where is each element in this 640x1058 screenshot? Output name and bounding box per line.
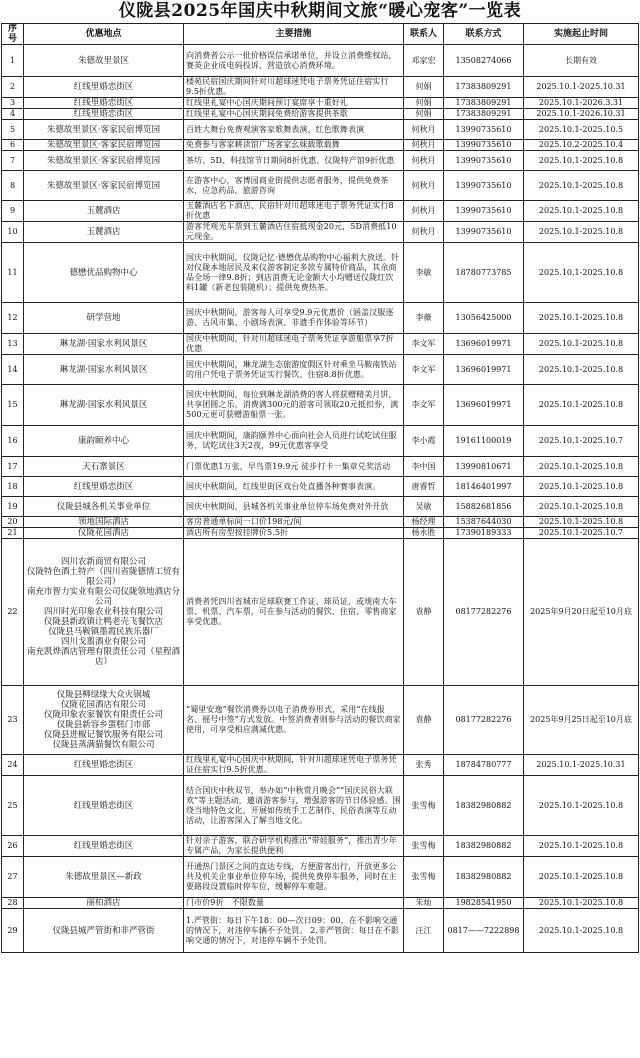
place-line: 南充凯烨酒店管理有限责任公司（星程酒店）: [26, 647, 180, 667]
place-line: 红线里婚恋街区: [73, 481, 134, 492]
table-row: [2, 243, 639, 303]
row-phone: 13056425000: [444, 303, 524, 334]
table-row: [2, 776, 639, 836]
row-phone: 13990735610: [444, 201, 524, 222]
row-contact: 李薇: [404, 303, 444, 334]
row-measure: 茶坊、5D、科技馆节日期间8折优惠、仪陇特产馆9折优惠: [184, 151, 404, 171]
row-contact: 唐睿哲: [404, 477, 444, 497]
row-measure: 红线里礼宴中心国庆中秋期间，针对川超球迷凭电子票务凭证住宿实行9.5折优惠。: [184, 755, 404, 776]
row-contact: 何娟: [404, 109, 444, 120]
row-contact: 何秋月: [404, 120, 444, 140]
place-line: 仪陇花园酒店有限公司: [60, 700, 146, 710]
table-row: [2, 385, 639, 426]
row-contact: 张雪梅: [404, 857, 444, 898]
table-row: [2, 98, 639, 109]
row-place: [24, 355, 184, 385]
row-number: 22: [2, 539, 24, 686]
row-number: 25: [2, 776, 24, 836]
place-line: 朱德故里景区: [77, 55, 129, 66]
row-phone: 0817——7222898: [444, 909, 524, 953]
row-number: 9: [2, 201, 24, 222]
row-phone: 17383809291: [444, 109, 524, 120]
place-line: 仪陇县新政镇让鸭老壳飞餐饮店: [43, 617, 163, 627]
row-place: [24, 686, 184, 755]
row-phone: 13990735610: [444, 222, 524, 243]
discount-table: [1, 23, 639, 953]
row-contact: 何秋月: [404, 201, 444, 222]
row-time: 2025.10.1-2025.10.8: [524, 151, 639, 171]
row-contact: 李小霞: [404, 426, 444, 457]
place-line: 红线里婚恋街区: [73, 109, 134, 119]
row-place: [24, 385, 184, 426]
row-time: 2025.10.1-2025.10.8: [524, 303, 639, 334]
row-place: [24, 334, 184, 355]
row-contact: 何秋月: [404, 140, 444, 151]
place-line: 朱德故里景区·客家民宿博览园: [46, 140, 161, 150]
row-time: 2025.10.1-2025.10.8: [524, 243, 639, 303]
table-row: [2, 140, 639, 151]
row-time: 2025.10.1-2025.10.31: [524, 755, 639, 776]
place-line: 仪陇县柳绿缘大众火锅城: [56, 690, 151, 700]
row-measure: 结合国庆中秋双节，举办如“中秋赏月晚会”“国庆民俗大联欢”等主题活动，邀请游客参与，增强游客的节日体验感。围绕当地特色文化，开展如传统手工艺制作、民俗表演等互动活动，让游客深入了解当地文化。: [184, 776, 404, 836]
row-contact: 杨经理: [404, 517, 444, 528]
table-row: [2, 857, 639, 898]
row-phone: 08177282276: [444, 686, 524, 755]
row-place: [24, 477, 184, 497]
row-place: [24, 898, 184, 909]
place-line: 玉麓酒店: [86, 206, 121, 216]
row-contact: 李中国: [404, 457, 444, 477]
place-line: 仪陇县城严管街和非严管街: [52, 925, 155, 936]
row-measure: 红线里礼宴中心国庆期间预订宴席享十重好礼: [184, 98, 404, 109]
row-time: 2025.10.1-2025.10.8: [524, 355, 639, 385]
row-measure: 门市价9折 不限数量: [184, 898, 404, 909]
row-number: 28: [2, 898, 24, 909]
row-place: [24, 222, 184, 243]
row-measure: 国庆中秋期间，针对川超球迷电子票务凭证享游船票享7折优惠: [184, 334, 404, 355]
place-line: 朱德故里景区·客家民宿博览园: [46, 155, 161, 166]
place-line: 红线里婚恋街区: [73, 98, 134, 108]
row-phone: 15882681856: [444, 497, 524, 517]
row-number: 4: [2, 109, 24, 120]
place-line: 德懋优品购物中心: [69, 267, 138, 278]
place-line: 红线里婚恋街区: [73, 841, 134, 851]
table-row: [2, 171, 639, 201]
table-row: [2, 77, 639, 98]
row-number: 29: [2, 909, 24, 953]
row-place: [24, 151, 184, 171]
place-line: 红线里婚恋街区: [73, 760, 134, 770]
table-body: [2, 45, 639, 953]
row-number: 1: [2, 45, 24, 77]
header-no: 序号: [2, 24, 24, 45]
place-line: 琳龙湖·国家水利风景区: [59, 339, 148, 349]
table-row: [2, 303, 639, 334]
row-phone: 18146401997: [444, 477, 524, 497]
table-row: [2, 120, 639, 140]
table-row: [2, 686, 639, 755]
place-line: 红线里婚恋街区: [73, 800, 134, 811]
table-row: [2, 457, 639, 477]
row-phone: 17383809291: [444, 98, 524, 109]
place-line: 四川农新商贸有限公司: [60, 557, 146, 567]
row-measure: “蜀里安逸”餐饮消费券以电子消费券形式，采用“在线报名、摇号中签”方式发放。中签消费者则参与活动的餐饮商家使用，可享受相应满减优惠。: [184, 686, 404, 755]
place-line: 琳龙湖·国家水利风景区: [59, 364, 148, 375]
row-measure: 消费者凭四川省城市足球联赛工作证、球员证，或规南大车票、机票、汽车票，可在参与活动的餐饮、住宿、零售商家享受优惠。: [184, 539, 404, 686]
row-place: [24, 836, 184, 857]
row-place: [24, 120, 184, 140]
row-number: 13: [2, 334, 24, 355]
row-phone: 13990810671: [444, 457, 524, 477]
row-measure: 针对亲子游客，联合研学机构推出“带娃服务”，推出青少年专属产品，为家长提供便利: [184, 836, 404, 857]
row-number: 6: [2, 140, 24, 151]
place-line: 四川戈翦酒业有限公司: [60, 637, 146, 647]
row-contact: 何秋月: [404, 151, 444, 171]
table-row: [2, 528, 639, 539]
row-phone: 13508274066: [444, 45, 524, 77]
place-line: 仪陇印象农家餐饮有限责任公司: [43, 710, 163, 720]
row-measure: 国庆中秋期间，红线里街区戏台处直播各种赛事表演。: [184, 477, 404, 497]
row-place: [24, 303, 184, 334]
row-measure: 百姓大舞台免费观演客家歌舞表演、红色歌舞表演: [184, 120, 404, 140]
row-contact: 邓家宏: [404, 45, 444, 77]
table-row: [2, 909, 639, 953]
place-line: 仪陇县马鞍镇墨霞民族乐器厂: [48, 627, 159, 637]
row-measure: 酒店所有房型按挂牌价5.5折: [184, 528, 404, 539]
row-measure: 客房普通单标间一口价198元/间: [184, 517, 404, 528]
row-time: 2025.10.1-2025.10.5: [524, 120, 639, 140]
header-measure: 主要措施: [184, 24, 404, 45]
row-number: 23: [2, 686, 24, 755]
row-number: 19: [2, 497, 24, 517]
header-place: 优惠地点: [24, 24, 184, 45]
row-time: 2025年9月25日起至10月底: [524, 686, 639, 755]
row-contact: 吴敏: [404, 497, 444, 517]
row-phone: 13990735610: [444, 171, 524, 201]
place-line: 红线里婚恋街区: [73, 82, 134, 92]
row-number: 14: [2, 355, 24, 385]
row-measure: 游客凭观光车票到玉麓酒店住宿抵现金20元，5D消费抵10元现金。: [184, 222, 404, 243]
row-time: 2025.10.1-2025.10.8: [524, 517, 639, 528]
row-measure: 国庆中秋期间，县城各机关事业单位停车场免费对外开放: [184, 497, 404, 517]
row-phone: 19828541950: [444, 898, 524, 909]
row-measure: 免费参与客家耕读馆广场客家幺妹载歌载舞: [184, 140, 404, 151]
row-phone: 17390189333: [444, 528, 524, 539]
row-place: [24, 528, 184, 539]
row-measure: 楼苑民宿国庆期间针对川超球迷凭电子票务凭证住宿实行9.5折优惠。: [184, 77, 404, 98]
row-contact: 朱灿: [404, 898, 444, 909]
row-time: 2025.10.1-2025.10.7: [524, 426, 639, 457]
row-time: 2025.10.1-2025.10.8: [524, 497, 639, 517]
row-contact: 李敏: [404, 243, 444, 303]
row-phone: 13990735610: [444, 120, 524, 140]
row-phone: 17383809291: [444, 77, 524, 98]
row-place: [24, 77, 184, 98]
row-number: 20: [2, 517, 24, 528]
row-number: 24: [2, 755, 24, 776]
place-line: 研学营地: [86, 313, 121, 323]
row-phone: 18382980882: [444, 857, 524, 898]
row-number: 3: [2, 98, 24, 109]
row-phone: 18780773785: [444, 243, 524, 303]
row-phone: 13696019971: [444, 385, 524, 426]
table-row: [2, 497, 639, 517]
row-contact: 袁静: [404, 686, 444, 755]
row-time: 2025.10.1-2026.3.31: [524, 98, 639, 109]
row-number: 15: [2, 385, 24, 426]
row-phone: 18382980882: [444, 836, 524, 857]
row-place: [24, 98, 184, 109]
row-contact: 李文军: [404, 334, 444, 355]
row-time: 2025.10.1-2025.10.8: [524, 222, 639, 243]
row-contact: 杨永胜: [404, 528, 444, 539]
row-number: 16: [2, 426, 24, 457]
row-number: 5: [2, 120, 24, 140]
table-row: [2, 334, 639, 355]
row-place: [24, 243, 184, 303]
place-line: 天石寨景区: [82, 461, 125, 472]
row-contact: 张秀: [404, 755, 444, 776]
row-place: [24, 857, 184, 898]
row-time: 2025.10.1-2025.10.8: [524, 909, 639, 953]
row-place: [24, 109, 184, 120]
row-number: 18: [2, 477, 24, 497]
row-time: 2025.10.1-2025.10.8: [524, 385, 639, 426]
row-number: 17: [2, 457, 24, 477]
place-line: 仪陇县蒸满猫餐饮有限公司: [52, 740, 155, 750]
row-number: 2: [2, 77, 24, 98]
place-line: 南充市智力实业有限公司仪陇领地酒店分公司: [26, 587, 180, 607]
row-time: 2025.10.1-2025.10.8: [524, 457, 639, 477]
row-measure: 国庆中秋期间，琳龙湖生态旅游度假区针对乘坐马鞍南铁站的用户凭电子票务凭证实行餐饮、住宿8.8折优惠。: [184, 355, 404, 385]
row-time: 2025.10.1-2025.10.8: [524, 898, 639, 909]
row-number: 27: [2, 857, 24, 898]
row-place: [24, 171, 184, 201]
table-row: [2, 45, 639, 77]
row-measure: 门票优惠1万张，早鸟票19.9元 徒步打卡一集章兑奖活动: [184, 457, 404, 477]
row-measure: 红线里礼宴中心国庆期间免费给游客提供茶歇: [184, 109, 404, 120]
row-measure: 国庆中秋期间，康韵颐养中心面向社会人员进行试吃试住服务，试吃试住3天2夜，99元优惠客享受: [184, 426, 404, 457]
row-contact: 汪江: [404, 909, 444, 953]
row-time: 2025.10.1-2025.10.8: [524, 477, 639, 497]
row-phone: 18382980882: [444, 776, 524, 836]
header-time: 实施起止时间: [524, 24, 639, 45]
document-title: 仪陇县2025年国庆中秋期间文旅“暖心宠客”一览表: [118, 1, 522, 21]
table-row: [2, 836, 639, 857]
row-measure: 1.严管街：每日下午18：00—次日09：00，在不影响交通的情况下，对违停车辆不予处罚。 2.非严管街：每日在不影响交通的情况下，对违停车辆不予处罚。: [184, 909, 404, 953]
table-row: [2, 517, 639, 528]
row-contact: 袁静: [404, 539, 444, 686]
row-contact: 何娟: [404, 98, 444, 109]
row-time: 2025.10.1-2025.10.8: [524, 776, 639, 836]
row-place: [24, 909, 184, 953]
row-time: 2025.10.1-2025.10.8: [524, 857, 639, 898]
row-contact: 张雪梅: [404, 836, 444, 857]
header-contact: 联系人: [404, 24, 444, 45]
row-number: 21: [2, 528, 24, 539]
row-time: 2025.10.1-2025.10.8: [524, 334, 639, 355]
place-line: 朱德故里景区—新政: [65, 872, 142, 882]
row-time: 2025.10.1-2025.10.8: [524, 836, 639, 857]
row-time: 2025.10.1-2025.10.8: [524, 171, 639, 201]
row-contact: 李文军: [404, 385, 444, 426]
table-row: [2, 755, 639, 776]
table-row: [2, 201, 639, 222]
row-measure: 开通热门景区之间的直达专线，方便游客出行，开放更多公共及机关企事业单位停车场，提供免费停车服务，同时在主要路段设置临时停车位，缓解停车难题。: [184, 857, 404, 898]
row-phone: 13696019971: [444, 355, 524, 385]
row-time: 2025.10.1-2025.10.7: [524, 528, 639, 539]
row-number: 8: [2, 171, 24, 201]
row-measure: 国庆中秋期间，游客每人可享受9.9元优惠价（涵盖汉服逐游、古风市集、小剧场表演、非遗手作体验等环节）: [184, 303, 404, 334]
table-row: [2, 898, 639, 909]
table-row: [2, 151, 639, 171]
row-place: [24, 776, 184, 836]
place-line: 朱德故里景区·客家民宿博览园: [46, 124, 161, 135]
row-time: 2025.10.2-2025.10.4: [524, 140, 639, 151]
row-place: [24, 201, 184, 222]
row-place: [24, 457, 184, 477]
place-line: 仪陇县新容乡蛋糕门市部: [56, 720, 151, 730]
row-number: 26: [2, 836, 24, 857]
row-phone: 13696019971: [444, 334, 524, 355]
table-row: [2, 477, 639, 497]
table-row: [2, 539, 639, 686]
row-place: [24, 517, 184, 528]
row-contact: 张雪梅: [404, 776, 444, 836]
row-contact: 李文军: [404, 355, 444, 385]
row-contact: 何秋月: [404, 171, 444, 201]
row-phone: 13990735610: [444, 140, 524, 151]
place-line: 仪陇县进椒记餐饮服务有限公司: [43, 730, 163, 740]
place-line: 玉麓酒店: [86, 227, 121, 237]
place-line: 四川时光印象农业科技有限公司: [43, 607, 163, 617]
place-line: 仪陇特色酒土特产（四川省陇德情工贸有限公司）: [26, 567, 180, 587]
header-phone: 联系方式: [444, 24, 524, 45]
row-place: [24, 426, 184, 457]
row-number: 12: [2, 303, 24, 334]
row-time: 2025.10.1-2025.10.31: [524, 77, 639, 98]
row-phone: 15387644030: [444, 517, 524, 528]
place-line: 领地国际酒店: [77, 517, 129, 527]
row-measure: 国庆中秋期间，每位到琳龙湖消费的客人将获赠精美月饼，共享团圆之乐。消费满300元的游客可领取20元抵扣券，满500元更可获赠游船票一张。: [184, 385, 404, 426]
row-time: 2025年9月20日起至10月底: [524, 539, 639, 686]
row-phone: 08177282276: [444, 539, 524, 686]
row-place: [24, 140, 184, 151]
table-row: [2, 426, 639, 457]
row-place: [24, 45, 184, 77]
row-number: 10: [2, 222, 24, 243]
row-place: [24, 755, 184, 776]
row-contact: 何秋月: [404, 222, 444, 243]
row-measure: 向消费者公示一批价格误信承诺单位，并设立消费维权站，赛英企业成电码投诉，营造放心消费环境。: [184, 45, 404, 77]
row-phone: 18784780777: [444, 755, 524, 776]
place-line: 琳龙湖·国家水利风景区: [59, 400, 148, 410]
row-place: [24, 539, 184, 686]
row-number: 11: [2, 243, 24, 303]
table-row: [2, 355, 639, 385]
place-line: 仪陇县城各机关事业单位: [56, 501, 151, 512]
row-time: 2025.10.1-2026.10.31: [524, 109, 639, 120]
row-time: 2025.10.1-2025.10.8: [524, 201, 639, 222]
row-measure: 国庆中秋期间，仪陇记忆·德懋优品购物中心福利大放送。针对仪陇本地居民及来仪游客制定多款专属特价商品，其余商品全场一律9.8折；到店消费无论金额大小均赠送仪陇红饮料1罐（新老包装随机）；提供免费热茶。: [184, 243, 404, 303]
row-contact: 何娟: [404, 77, 444, 98]
table-header-row: [2, 24, 639, 45]
row-time: 长期有效: [524, 45, 639, 77]
row-measure: 在游客中心，客博园商业街提供志愿者服务，提供免费茶水，应急药品，旅游咨询: [184, 171, 404, 201]
place-line: 丽柏酒店: [86, 898, 121, 908]
row-phone: 13990735610: [444, 151, 524, 171]
place-line: 康韵颐养中心: [77, 436, 129, 446]
table-row: [2, 109, 639, 120]
row-place: [24, 497, 184, 517]
place-line: 朱德故里景区·客家民宿博览园: [46, 180, 161, 191]
place-line: 仪陇花园酒店: [77, 528, 129, 538]
row-phone: 19161100019: [444, 426, 524, 457]
row-number: 7: [2, 151, 24, 171]
table-row: [2, 222, 639, 243]
row-measure: 玉麓酒店名下酒店、民宿针对川超球迷电子票务凭证实行8折优惠: [184, 201, 404, 222]
